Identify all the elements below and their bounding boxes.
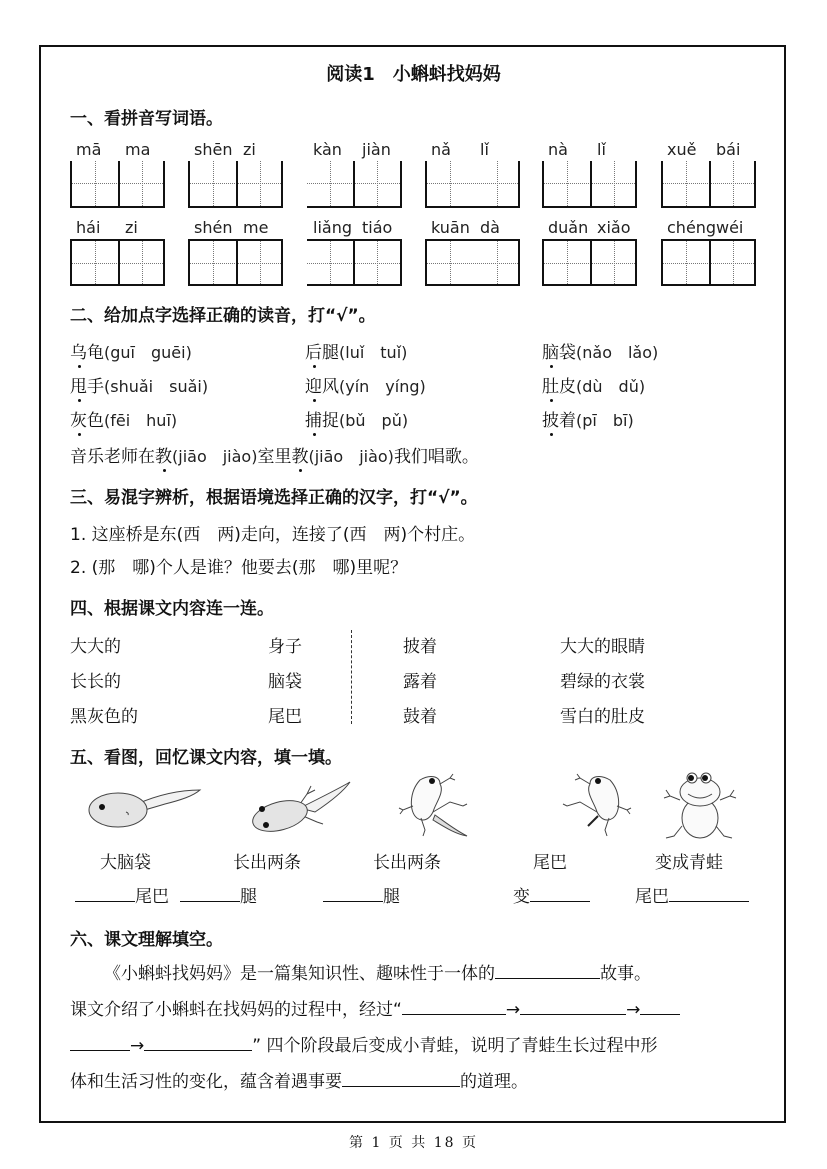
pinyin-options[interactable]: (bǔ pǔ) xyxy=(339,411,409,430)
dotted-char: 教 xyxy=(291,447,309,467)
confusable-line-2[interactable]: 2. (那 哪)个人是谁？他要去(那 哪)里呢？ xyxy=(70,558,408,578)
blank-stage-3b[interactable] xyxy=(70,1034,130,1051)
pinyin-label: mā xyxy=(76,140,102,159)
pinyin-label: lǐ xyxy=(597,140,606,159)
pinyin-label: shēn xyxy=(194,140,233,159)
blank-story-type[interactable] xyxy=(495,962,600,979)
pronunciation-item xyxy=(70,372,208,397)
writing-box[interactable] xyxy=(661,239,756,286)
pronunciation-item xyxy=(542,406,634,431)
sentence-text: 室里 xyxy=(257,447,292,467)
pinyin-options[interactable]: (luǐ tuǐ) xyxy=(339,343,408,362)
pinyin-label: dà xyxy=(480,218,500,237)
pronunciation-sentence xyxy=(70,442,479,467)
tadpole-icon xyxy=(85,782,205,832)
pinyin-label: hái xyxy=(76,218,101,237)
divider-line xyxy=(351,630,352,724)
writing-box[interactable] xyxy=(188,161,283,208)
dotted-char: 教 xyxy=(155,447,172,467)
stage-blank[interactable] xyxy=(180,885,240,902)
stage-fill xyxy=(635,882,749,907)
stage-fill xyxy=(323,882,400,907)
para-text: 课文介绍了小蝌蚪在找妈妈的过程中，经过“ xyxy=(70,1000,402,1020)
pinyin-options[interactable]: (fēi huī) xyxy=(104,411,178,430)
writing-box[interactable] xyxy=(542,161,637,208)
para-text: 体和生活习性的变化，蕴含着遇事要 xyxy=(70,1072,342,1092)
blank-lesson[interactable] xyxy=(342,1070,460,1087)
dotted-char: 乌 xyxy=(70,343,87,363)
pinyin-label: shén xyxy=(194,218,233,237)
arrow-icon: → xyxy=(626,1000,641,1020)
para-text: 的道理。 xyxy=(460,1072,528,1092)
pinyin-label: me xyxy=(243,218,269,237)
section3-heading: 三、易混字辨析，根据语境选择正确的汉字，打“√”。 xyxy=(70,488,478,508)
word-char: 皮 xyxy=(559,377,576,397)
stage-caption: 尾巴 xyxy=(533,853,567,873)
stage-fill xyxy=(180,882,257,907)
writing-box[interactable] xyxy=(425,239,520,286)
stage-fill xyxy=(513,882,590,907)
match-item[interactable]: 露着 xyxy=(403,672,437,692)
dotted-char: 灰 xyxy=(70,411,87,431)
stage-caption: 变成青蛙 xyxy=(655,853,723,873)
match-item[interactable]: 脑袋 xyxy=(268,672,302,692)
match-item[interactable]: 雪白的肚皮 xyxy=(560,707,645,727)
dotted-char: 披 xyxy=(542,411,559,431)
stage-prefix: 变 xyxy=(513,887,530,907)
match-item[interactable]: 黑灰色的 xyxy=(70,707,138,727)
pinyin-label: nǎ xyxy=(431,140,451,159)
word-char: 风 xyxy=(322,377,339,397)
pinyin-label: wéi xyxy=(716,218,744,237)
word-char: 腿 xyxy=(322,343,339,363)
blank-stage-2[interactable] xyxy=(520,998,626,1015)
pinyin-label: zi xyxy=(243,140,256,159)
pinyin-label: liǎng xyxy=(313,218,352,237)
para-text: 《小蝌蚪找妈妈》是一篇集知识性、趣味性于一体的 xyxy=(104,964,495,984)
pinyin-options[interactable]: (yín yíng) xyxy=(339,377,426,396)
match-item[interactable]: 长长的 xyxy=(70,672,121,692)
froglet-short-tail-icon xyxy=(530,770,635,840)
stage-caption: 大脑袋 xyxy=(100,853,151,873)
pinyin-label: jiàn xyxy=(362,140,391,159)
blank-stage-4[interactable] xyxy=(144,1034,252,1051)
pinyin-label: chéng xyxy=(667,218,717,237)
pinyin-options[interactable]: (pī bī) xyxy=(576,411,634,430)
pronunciation-item xyxy=(542,338,658,363)
word-char: 手 xyxy=(87,377,104,397)
stage-suffix: 腿 xyxy=(240,887,257,907)
match-item[interactable]: 大大的眼睛 xyxy=(560,637,645,657)
pinyin-label: duǎn xyxy=(548,218,589,237)
pronunciation-item xyxy=(305,372,426,397)
writing-box[interactable] xyxy=(70,161,165,208)
dotted-char: 捕 xyxy=(305,411,322,431)
confusable-line-1[interactable]: 1. 这座桥是东(西 两)走向，连接了(西 两)个村庄。 xyxy=(70,525,476,545)
word-char: 捉 xyxy=(322,411,339,431)
pinyin-options[interactable]: (jiāo jiào) xyxy=(308,447,394,466)
writing-box[interactable] xyxy=(661,161,756,208)
word-char: 龟 xyxy=(87,343,104,363)
section4-heading: 四、根据课文内容连一连。 xyxy=(70,599,274,619)
writing-box[interactable] xyxy=(307,161,402,208)
section5-heading: 五、看图，回忆课文内容，填一填。 xyxy=(70,748,342,768)
stage-blank[interactable] xyxy=(323,885,383,902)
pronunciation-item xyxy=(305,406,408,431)
match-item[interactable]: 大大的 xyxy=(70,637,121,657)
blank-stage-3a[interactable] xyxy=(640,998,680,1015)
section6-heading: 六、课文理解填空。 xyxy=(70,930,223,950)
pinyin-label: nà xyxy=(548,140,568,159)
pinyin-label: bái xyxy=(716,140,741,159)
dotted-char: 迎 xyxy=(305,377,322,397)
writing-box[interactable] xyxy=(425,161,520,208)
stage-caption: 长出两条 xyxy=(373,853,441,873)
tadpole-back-legs-icon xyxy=(245,778,355,838)
pinyin-label: kàn xyxy=(313,140,342,159)
stage-fill xyxy=(75,882,169,907)
pinyin-options[interactable]: (dù dǔ) xyxy=(576,377,646,396)
pinyin-label: zi xyxy=(125,218,138,237)
sentence-text: 音乐老师在 xyxy=(70,447,155,467)
writing-box[interactable] xyxy=(307,239,402,286)
dotted-char: 甩 xyxy=(70,377,87,397)
match-item[interactable]: 尾巴 xyxy=(268,707,302,727)
sentence-text: 我们唱歌。 xyxy=(393,447,479,467)
writing-box[interactable] xyxy=(542,239,637,286)
pinyin-options[interactable]: (guī guēi) xyxy=(104,343,192,362)
page-title: 阅读1 小蝌蚪找妈妈 xyxy=(326,64,501,85)
writing-box[interactable] xyxy=(188,239,283,286)
word-char: 着 xyxy=(559,411,576,431)
match-item[interactable]: 碧绿的衣裳 xyxy=(560,672,645,692)
section1-heading: 一、看拼音写词语。 xyxy=(70,109,223,129)
dotted-char: 肚 xyxy=(542,377,559,397)
section2-heading: 二、给加点字选择正确的读音，打“√”。 xyxy=(70,306,376,326)
pronunciation-item xyxy=(305,338,407,363)
stage-blank[interactable] xyxy=(530,885,590,902)
page-footer: 第 1 页 共 18 页 xyxy=(349,1135,478,1151)
blank-stage-1[interactable] xyxy=(402,998,506,1015)
word-char: 色 xyxy=(87,411,104,431)
arrow-icon: → xyxy=(505,1000,521,1020)
pinyin-label: xuě xyxy=(667,140,697,159)
pronunciation-item xyxy=(70,338,192,363)
stage-caption: 长出两条 xyxy=(233,853,301,873)
stage-blank[interactable] xyxy=(75,885,135,902)
stage-suffix: 尾巴 xyxy=(135,887,169,907)
match-item[interactable]: 身子 xyxy=(268,637,302,657)
pronunciation-item xyxy=(542,372,645,397)
stage-suffix: 腿 xyxy=(383,887,400,907)
frog-icon xyxy=(660,770,740,842)
pinyin-label: tiáo xyxy=(362,218,393,237)
pinyin-options[interactable]: (jiāo jiào) xyxy=(172,447,258,466)
pinyin-label: lǐ xyxy=(480,140,489,159)
match-item[interactable]: 披着 xyxy=(403,637,437,657)
pinyin-options[interactable]: (nǎo lǎo) xyxy=(576,343,659,362)
writing-box[interactable] xyxy=(70,239,165,286)
comprehension-paragraph xyxy=(70,956,770,1100)
pinyin-label: kuān xyxy=(431,218,470,237)
pinyin-label: ma xyxy=(125,140,151,159)
match-item[interactable]: 鼓着 xyxy=(403,707,437,727)
pronunciation-item xyxy=(70,406,177,431)
dotted-char: 后 xyxy=(305,343,322,363)
dotted-char: 脑 xyxy=(542,343,559,363)
pinyin-label: xiǎo xyxy=(597,218,631,237)
stage-prefix: 尾巴 xyxy=(635,887,669,907)
arrow-icon: → xyxy=(130,1036,145,1056)
stage-blank[interactable] xyxy=(669,885,749,902)
froglet-with-tail-icon xyxy=(395,770,500,840)
pinyin-options[interactable]: (shuǎi suǎi) xyxy=(104,377,209,396)
para-text: 故事。 xyxy=(600,964,651,984)
para-text: ” 四个阶段最后变成小青蛙，说明了青蛙生长过程中形 xyxy=(252,1036,658,1056)
word-char: 袋 xyxy=(559,343,576,363)
